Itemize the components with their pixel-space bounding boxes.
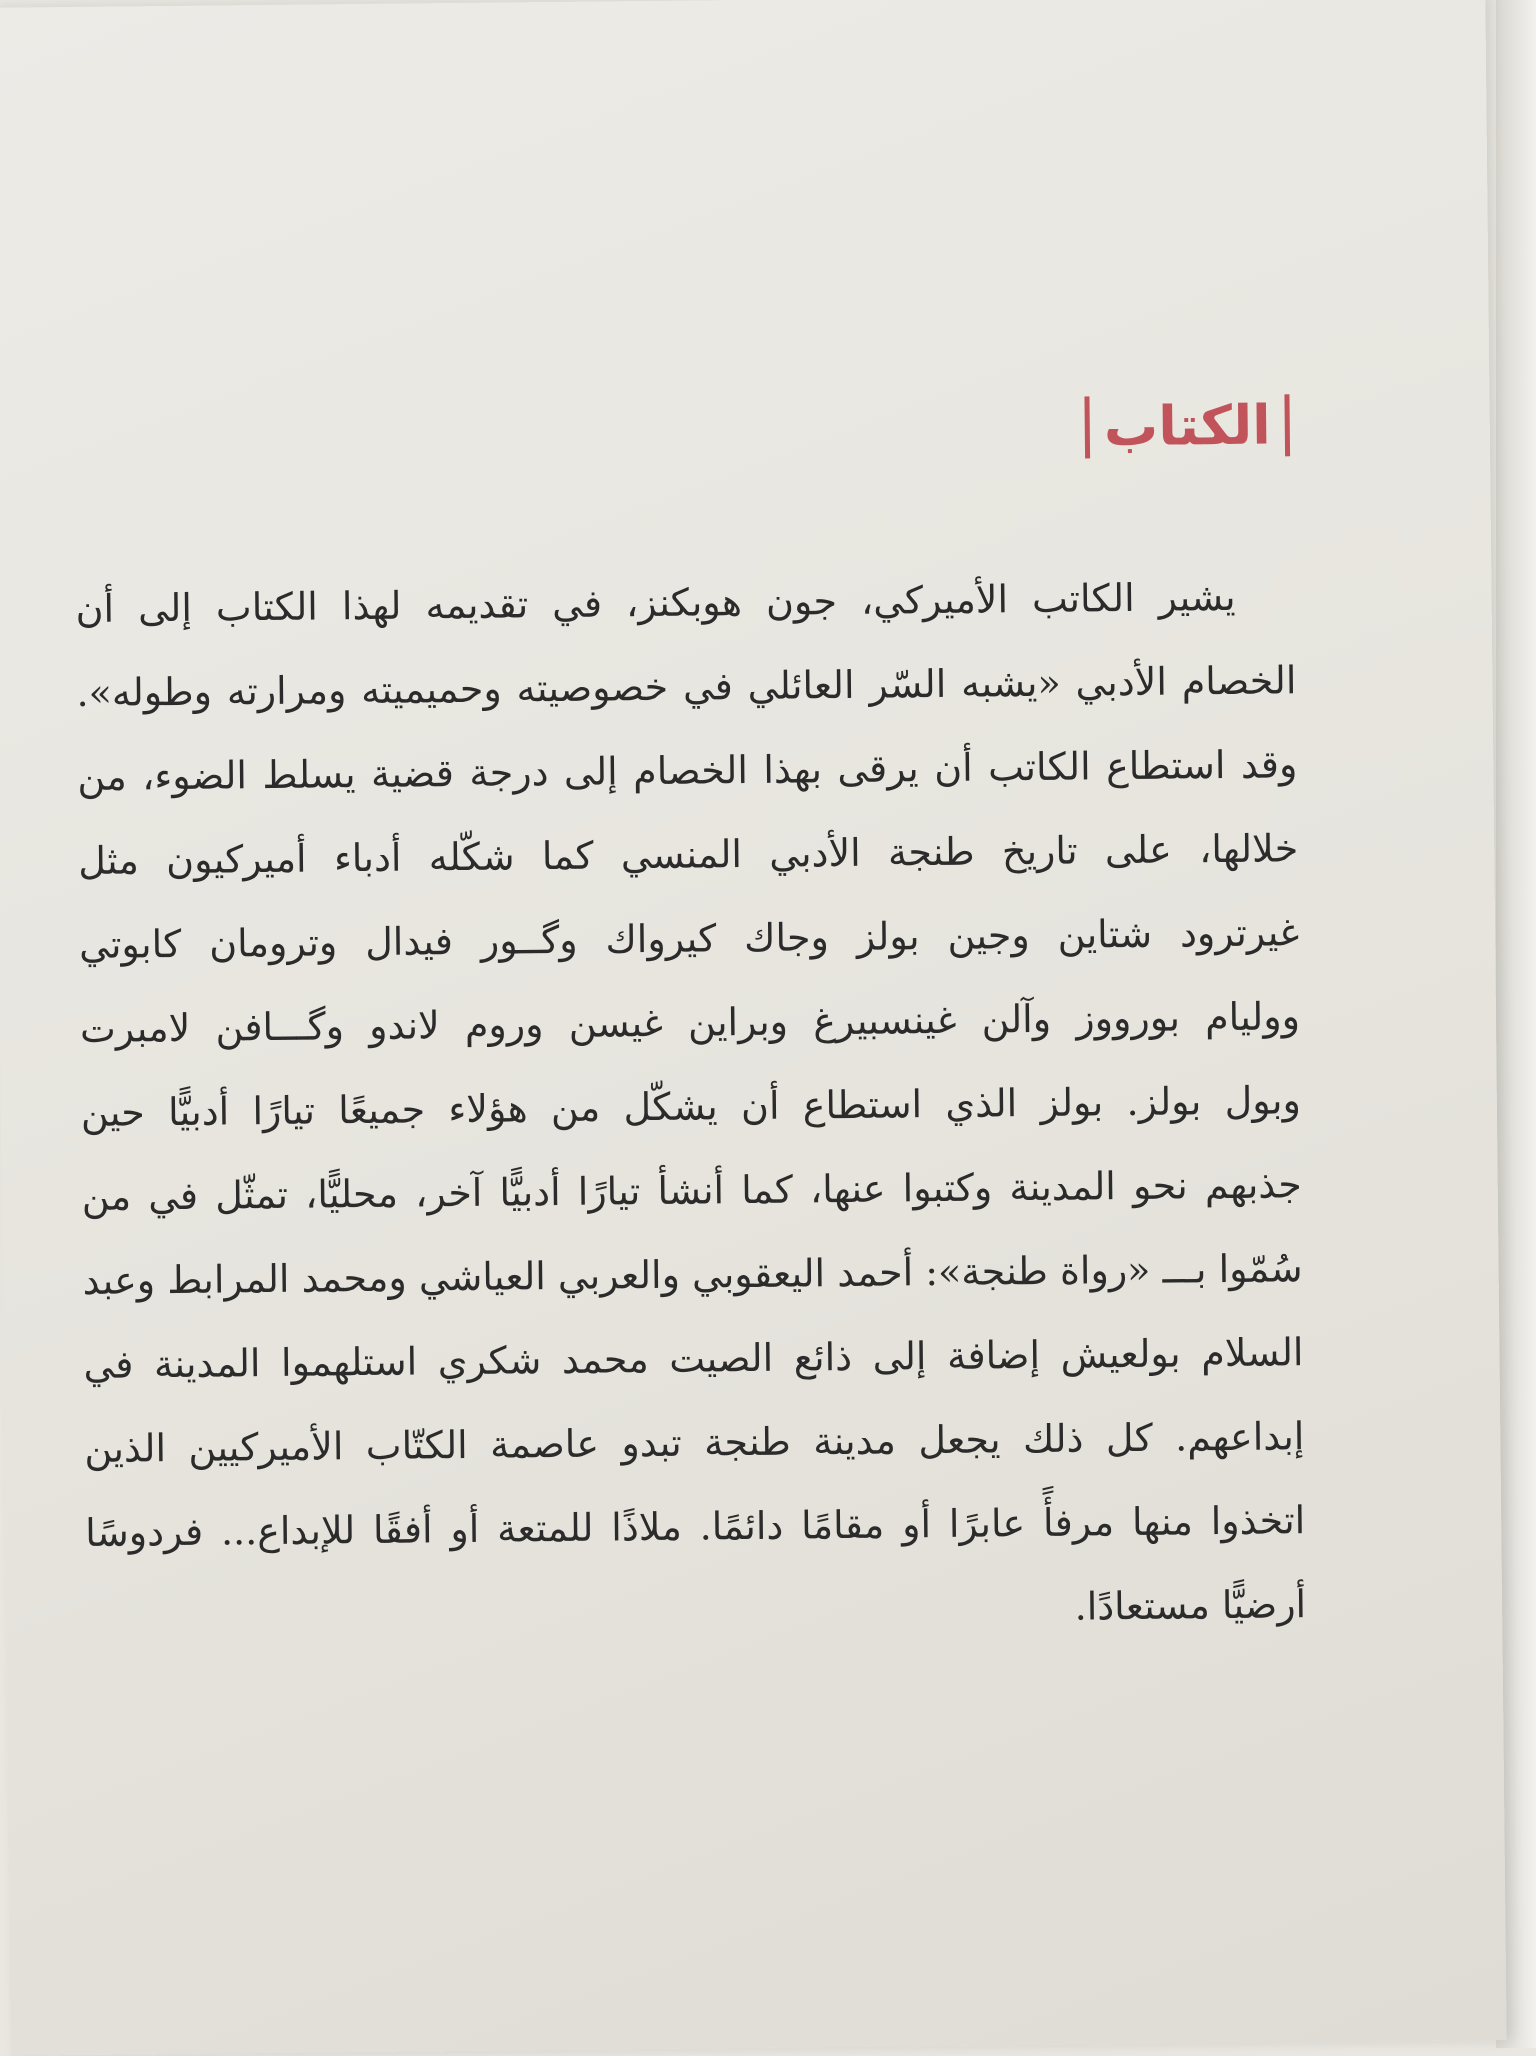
paragraph-line: ووليام بورووز وآلن غينسبيرغ وبراين غيسن وروم لاندو وگـــافن لامبرت [79,994,1301,1051]
paragraph-line: سُمّوا بـــ «رواة طنجة»: أحمد اليعقوبي والعربي العياشي ومحمد المرابط وعبد [82,1246,1303,1303]
section-heading [1085,394,1290,458]
body-paragraph [75,554,1306,1659]
paragraph-line: جذبهم نحو المدينة وكتبوا عنها، كما أنشأ تيارًا أدبيًّا آخر، محليًّا، تمثّل في من [81,1162,1302,1219]
paragraph-line: اتخذوا منها مرفأً عابرًا أو مقامًا دائمًا. ملاذًا للمتعة أو أفقًا للإبداع... فردوسًا [85,1498,1306,1555]
paragraph-line: وقد استطاع الكاتب أن يرقى بهذا الخصام إلى درجة قضية يسلط الضوء، من [77,742,1298,800]
paragraph-line: غيرترود شتاين وجين بولز وجاك كيرواك وگــور فيدال وترومان كابوتي [78,910,1300,967]
section-title: الكتاب [1103,393,1272,459]
paragraph-line: السلام بولعيش إضافة إلى ذائع الصيت محمد شكري استلهموا المدينة في [83,1330,1304,1387]
paragraph-line: وبول بولز. بولز الذي استطاع أن يشكّل من هؤلاء جميعًا تيارًا أدبيًّا حين [80,1078,1302,1135]
heading-bar-right [1284,394,1290,456]
paragraph-line: أرضيًّا مستعادًا. [1074,1582,1307,1629]
heading-bar-left [1085,396,1091,458]
paragraph-line: إبداعهم. كل ذلك يجعل مدينة طنجة تبدو عاصمة الكتّاب الأميركيين الذين [84,1414,1305,1471]
paragraph-line: يشير الكاتب الأميركي، جون هوبكنز، في تقديمه لهذا الكتاب إلى أن [75,574,1236,632]
paragraph-line: خلالها، على تاريخ طنجة الأدبي المنسي كما شكّله أدباء أميركيون مثل [78,826,1299,884]
paragraph-line: الخصام الأدبي «يشبه السّر العائلي في خصوصيته وحميميته ومرارته وطوله». [76,658,1297,716]
